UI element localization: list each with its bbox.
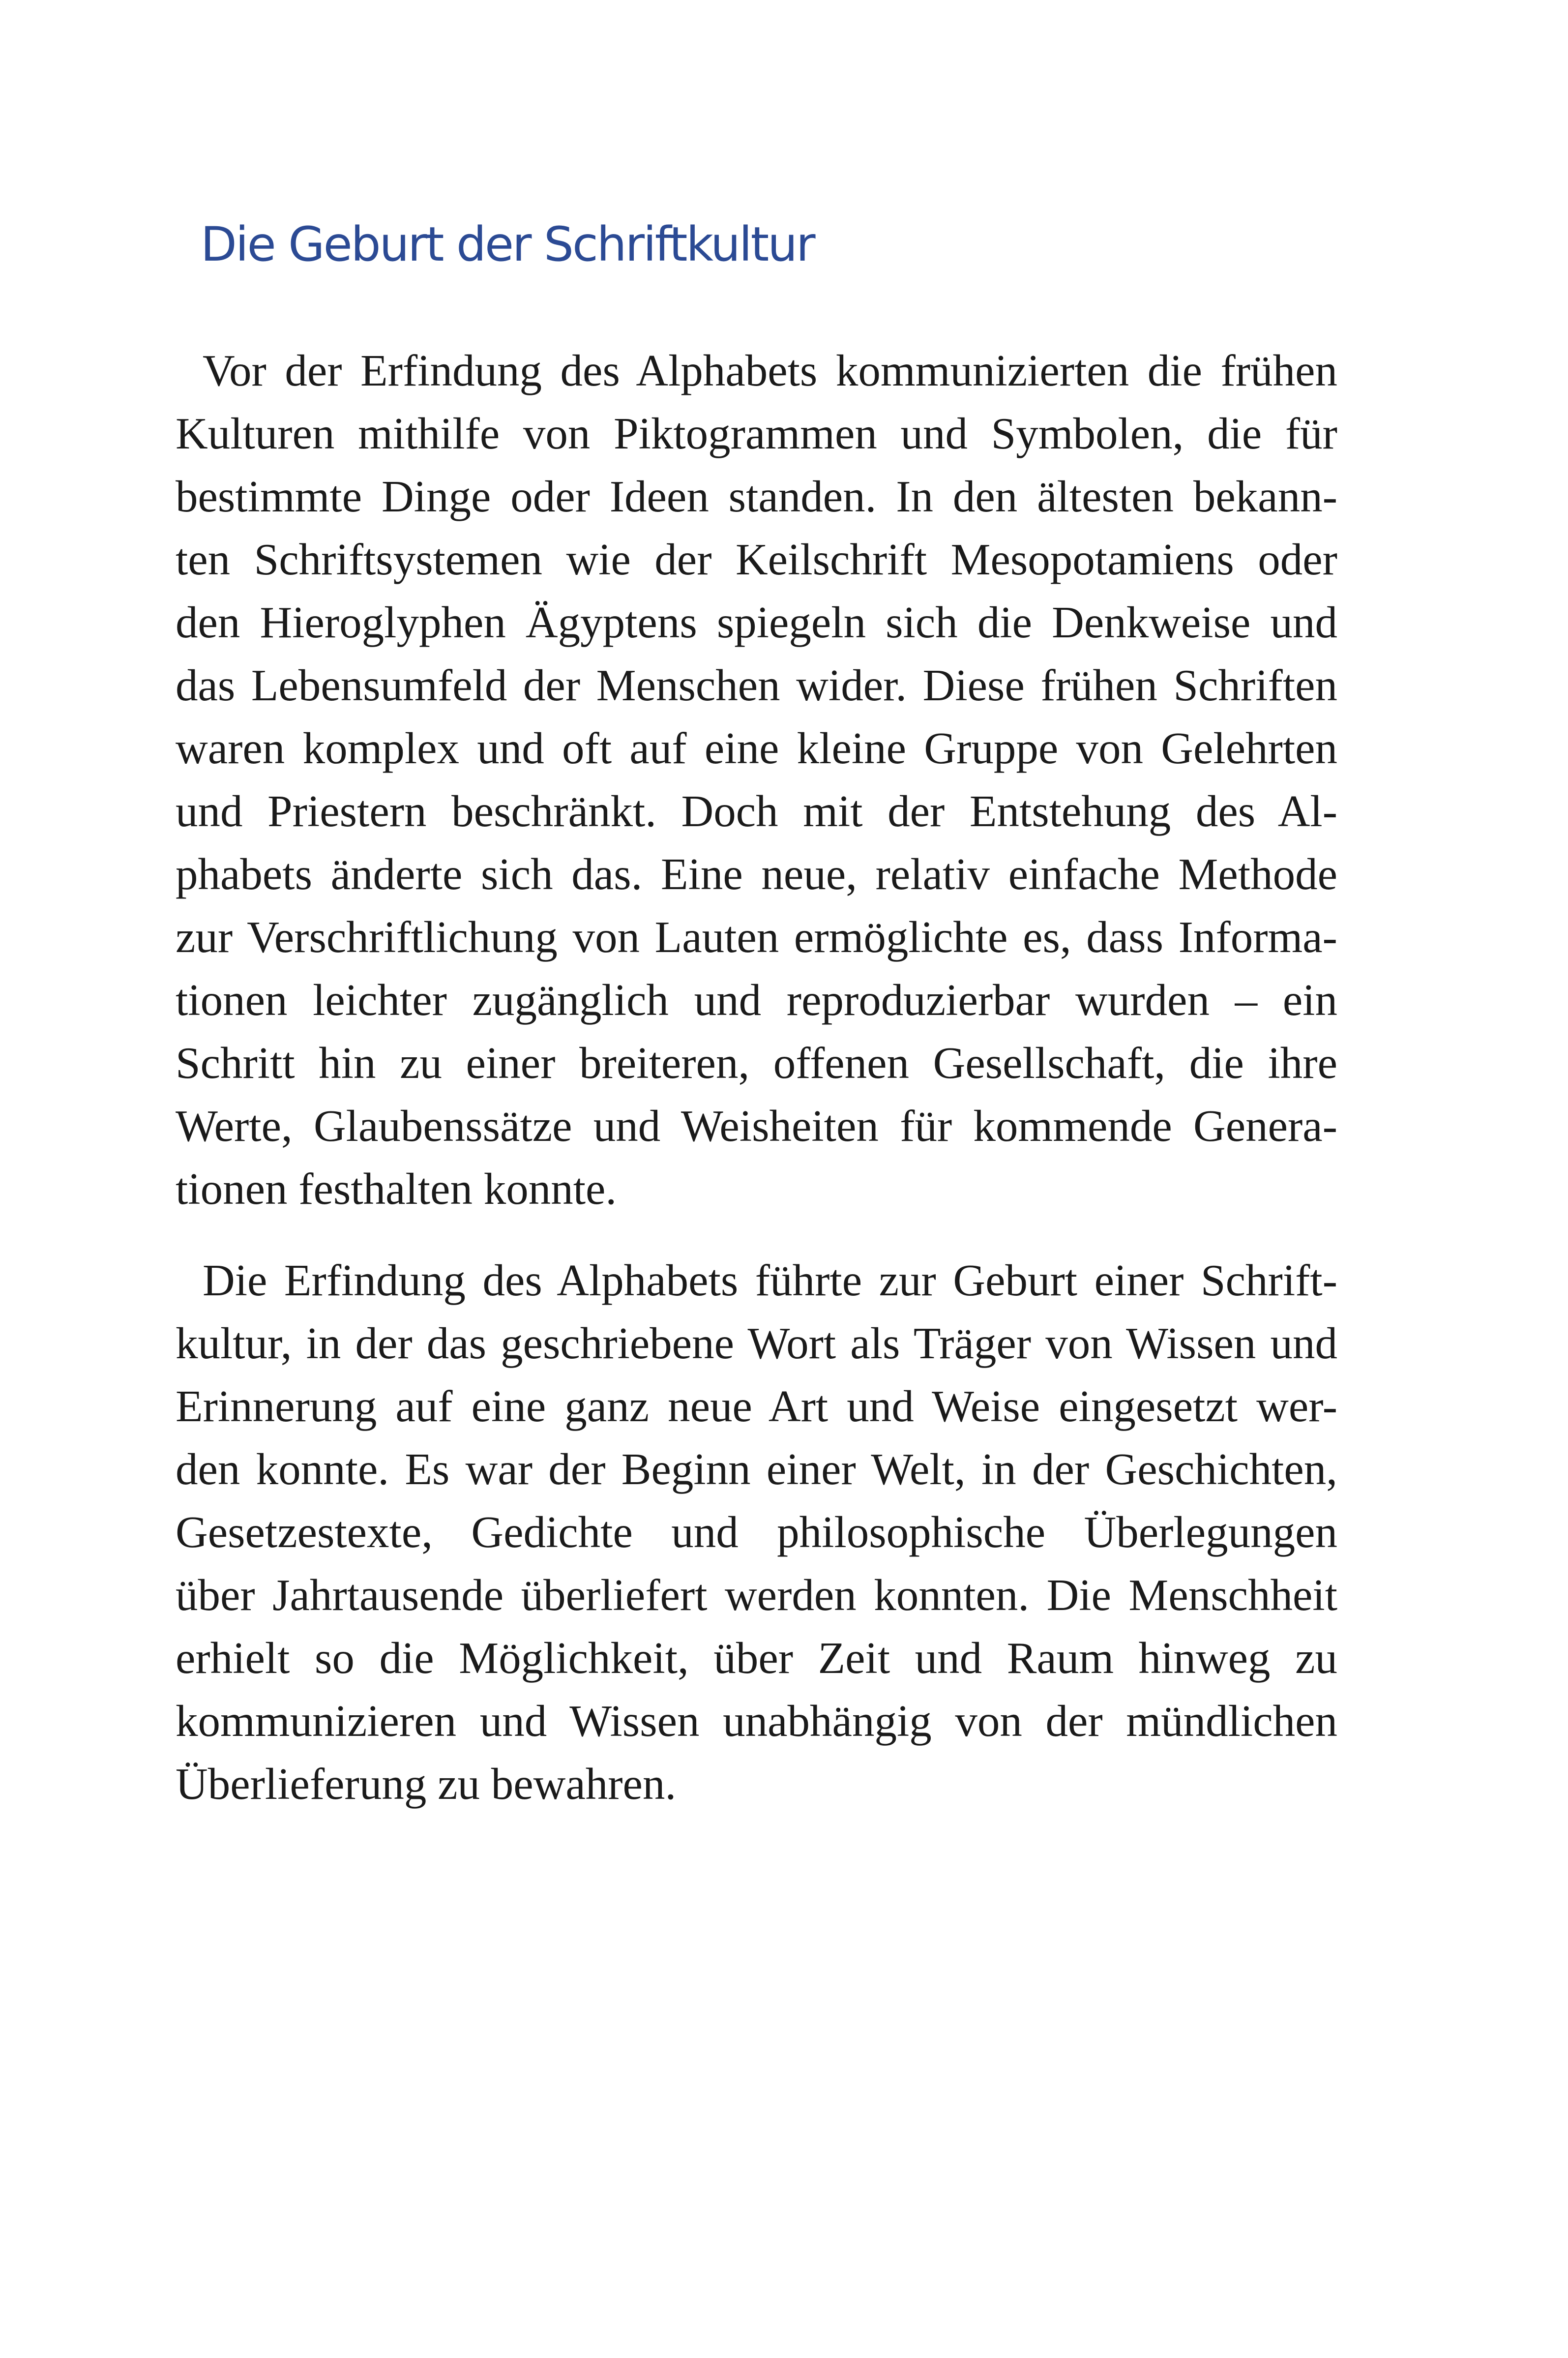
paragraph-line: kultur, in der das geschriebene Wort als Träger von Wissen und [176, 1318, 1337, 1368]
paragraph-line: Die Erfindung des Alphabets führte zur Geburt einer Schrift- [203, 1255, 1337, 1305]
paragraph-line: das Lebensumfeld der Menschen wider. Diese frühen Schriften [176, 660, 1337, 710]
paragraph-line: Erinnerung auf eine ganz neue Art und Weise eingesetzt wer- [176, 1381, 1337, 1431]
paragraph-1 [176, 339, 1337, 1221]
paragraph-line: Überlieferung zu bewahren. [176, 1759, 677, 1809]
paragraph-line: und Priestern beschränkt. Doch mit der Entstehung des Al- [176, 786, 1337, 836]
paragraph-line: Vor der Erfindung des Alphabets kommunizierten die frühen [203, 346, 1337, 395]
paragraph-line: den Hieroglyphen Ägyptens spiegeln sich die Denkweise und [176, 597, 1337, 647]
paragraph-line: kommunizieren und Wissen unabhängig von der mündlichen [176, 1696, 1337, 1746]
paragraph-line: phabets änderte sich das. Eine neue, relativ einfache Methode [176, 849, 1337, 899]
paragraph-line: erhielt so die Möglichkeit, über Zeit und Raum hinweg zu [176, 1633, 1337, 1683]
paragraph-line: waren komplex und oft auf eine kleine Gruppe von Gelehrten [176, 723, 1337, 773]
section-heading: Die Geburt der Schriftkultur [201, 217, 814, 272]
paragraph-line: über Jahrtausende überliefert werden konnten. Die Menschheit [176, 1570, 1337, 1620]
paragraph-line: Kulturen mithilfe von Piktogrammen und Symbolen, die für [176, 409, 1337, 458]
paragraph-line: tionen festhalten konnte. [176, 1164, 617, 1214]
paragraph-line: tionen leichter zugänglich und reproduzierbar wurden – ein [176, 975, 1337, 1025]
paragraph-line: ten Schriftsystemen wie der Keilschrift Mesopotamiens oder [176, 535, 1337, 584]
paragraph-line: Werte, Glaubenssätze und Weisheiten für kommende Genera- [176, 1101, 1337, 1151]
paragraph-2 [176, 1249, 1337, 1816]
paragraph-line: zur Verschriftlichung von Lauten ermöglichte es, dass Informa- [176, 912, 1337, 962]
paragraph-line: Schritt hin zu einer breiteren, offenen Gesellschaft, die ihre [176, 1038, 1337, 1088]
paragraph-line: den konnte. Es war der Beginn einer Welt, in der Geschichten, [176, 1444, 1337, 1494]
paragraph-line: Gesetzestexte, Gedichte und philosophische Überlegungen [176, 1507, 1337, 1557]
paragraph-line: bestimmte Dinge oder Ideen standen. In den ältesten bekann- [176, 472, 1337, 521]
